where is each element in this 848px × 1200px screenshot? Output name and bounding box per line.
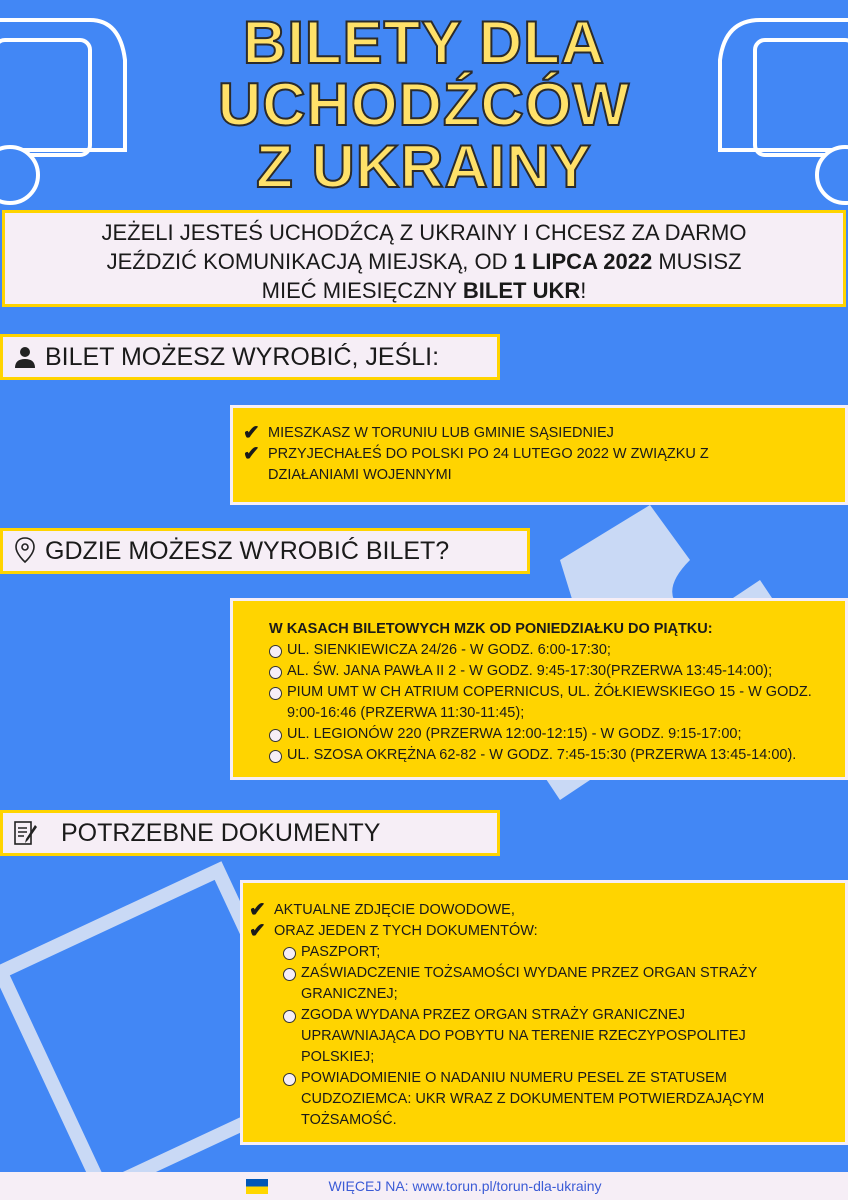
list-item xyxy=(269,682,835,724)
check-icon: ✔ xyxy=(249,920,266,942)
page-title xyxy=(0,9,848,200)
item-text: PIUM UMT W CH ATRIUM COPERNICUS, UL. ŻÓŁKIEWSKIEGO 15 - W GODZ. 9:00-16:46 (PRZERWA 11:30-11:45); xyxy=(287,684,812,721)
documents-box xyxy=(240,880,848,1145)
intro-box xyxy=(2,210,846,307)
list-item xyxy=(283,1068,835,1131)
locations-intro: W KASACH BILETOWYCH MZK OD PONIEDZIAŁKU DO PIĄTKU: xyxy=(269,621,713,637)
footer xyxy=(0,1172,848,1200)
ukraine-flag-icon xyxy=(246,1179,268,1194)
section-heading: BILET MOŻESZ WYROBIĆ, JEŚLI: xyxy=(45,342,440,371)
item-text: PASZPORT; xyxy=(301,944,381,960)
intro-date: 1 LIPCA 2022 xyxy=(513,249,653,274)
item-text: PRZYJECHAŁEŚ DO POLSKI PO 24 LUTEGO 2022 W ZWIĄZKU Z DZIAŁANIAMI WOJENNYMI xyxy=(268,446,709,483)
list-item xyxy=(269,745,835,766)
item-text: UL. SIENKIEWICZA 24/26 - W GODZ. 6:00-17:30; xyxy=(287,642,611,658)
item-text: ZAŚWIADCZENIE TOŻSAMOŚCI WYDANE PRZEZ ORGAN STRAŻY GRANICZNEJ; xyxy=(301,965,757,1002)
intro-text: JEŹDZIĆ KOMUNIKACJĄ MIEJSKĄ, OD xyxy=(106,249,514,274)
bullet-icon xyxy=(269,687,282,700)
list-item xyxy=(283,1005,835,1068)
section-documents-header xyxy=(0,810,500,856)
locations-box xyxy=(230,598,848,780)
check-icon: ✔ xyxy=(243,422,260,444)
item-text: MIESZKASZ W TORUNIU LUB GMINIE SĄSIEDNIEJ xyxy=(268,425,614,441)
intro-line xyxy=(5,276,843,305)
intro-text: ! xyxy=(580,278,587,303)
item-text: POWIADOMIENIE O NADANIU NUMERU PESEL ZE STATUSEM CUDZOZIEMCA: UKR WRAZ Z DOKUMENTEM POTWIERDZAJĄCYM TOŻSAMOŚĆ. xyxy=(301,1070,765,1128)
intro-ticket-name: BILET UKR xyxy=(462,278,581,303)
item-text: ORAZ JEDEN Z TYCH DOKUMENTÓW: xyxy=(274,923,538,939)
intro-line xyxy=(5,247,843,276)
bullet-icon xyxy=(269,729,282,742)
eligibility-box xyxy=(230,405,848,505)
item-text: ZGODA WYDANA PRZEZ ORGAN STRAŻY GRANICZNEJ UPRAWNIAJĄCA DO POBYTU NA TERENIE RZECZYPOSPOLITEJ POLSKIEJ; xyxy=(301,1007,746,1065)
title-line: Z UKRAINY xyxy=(256,133,592,200)
list-item xyxy=(283,942,835,963)
document-pen-icon xyxy=(13,819,39,847)
list-item xyxy=(243,423,835,444)
list-item xyxy=(269,724,835,745)
bullet-icon xyxy=(269,750,282,763)
intro-line: JEŻELI JESTEŚ UCHODŹCĄ Z UKRAINY I CHCESZ ZA DARMO xyxy=(101,220,747,245)
title-line: BILETY DLA xyxy=(242,9,606,76)
list-item xyxy=(249,921,835,942)
location-pin-icon xyxy=(13,536,37,566)
bullet-icon xyxy=(283,968,296,981)
section-location-header xyxy=(0,528,530,574)
person-icon xyxy=(13,345,37,369)
bullet-icon xyxy=(269,645,282,658)
intro-text: MUSISZ xyxy=(652,249,742,274)
bullet-icon xyxy=(283,1073,296,1086)
list-item xyxy=(269,640,835,661)
item-text: UL. SZOSA OKRĘŻNA 62-82 - W GODZ. 7:45-15:30 (PRZERWA 13:45-14:00). xyxy=(287,747,797,763)
intro-text: MIEĆ MIESIĘCZNY xyxy=(261,278,463,303)
more-info-link[interactable]: WIĘCEJ NA: www.torun.pl/torun-dla-ukrainy xyxy=(328,1178,602,1194)
bullet-icon xyxy=(283,947,296,960)
item-text: AL. ŚW. JANA PAWŁA II 2 - W GODZ. 9:45-17:30(PRZERWA 13:45-14:00); xyxy=(287,663,773,679)
check-icon: ✔ xyxy=(243,443,260,465)
list-item xyxy=(249,900,835,921)
bullet-icon xyxy=(283,1010,296,1023)
item-text: AKTUALNE ZDJĘCIE DOWODOWE, xyxy=(274,902,515,918)
list-item xyxy=(243,444,835,486)
section-eligibility-header xyxy=(0,334,500,380)
list-item xyxy=(283,963,835,1005)
bullet-icon xyxy=(269,666,282,679)
check-icon: ✔ xyxy=(249,899,266,921)
title-line: UCHODŹCÓW xyxy=(217,71,631,138)
section-heading: POTRZEBNE DOKUMENTY xyxy=(61,818,381,847)
section-heading: GDZIE MOŻESZ WYROBIĆ BILET? xyxy=(45,536,450,565)
item-text: UL. LEGIONÓW 220 (PRZERWA 12:00-12:15) - W GODZ. 9:15-17:00; xyxy=(287,726,742,742)
list-item xyxy=(269,661,835,682)
